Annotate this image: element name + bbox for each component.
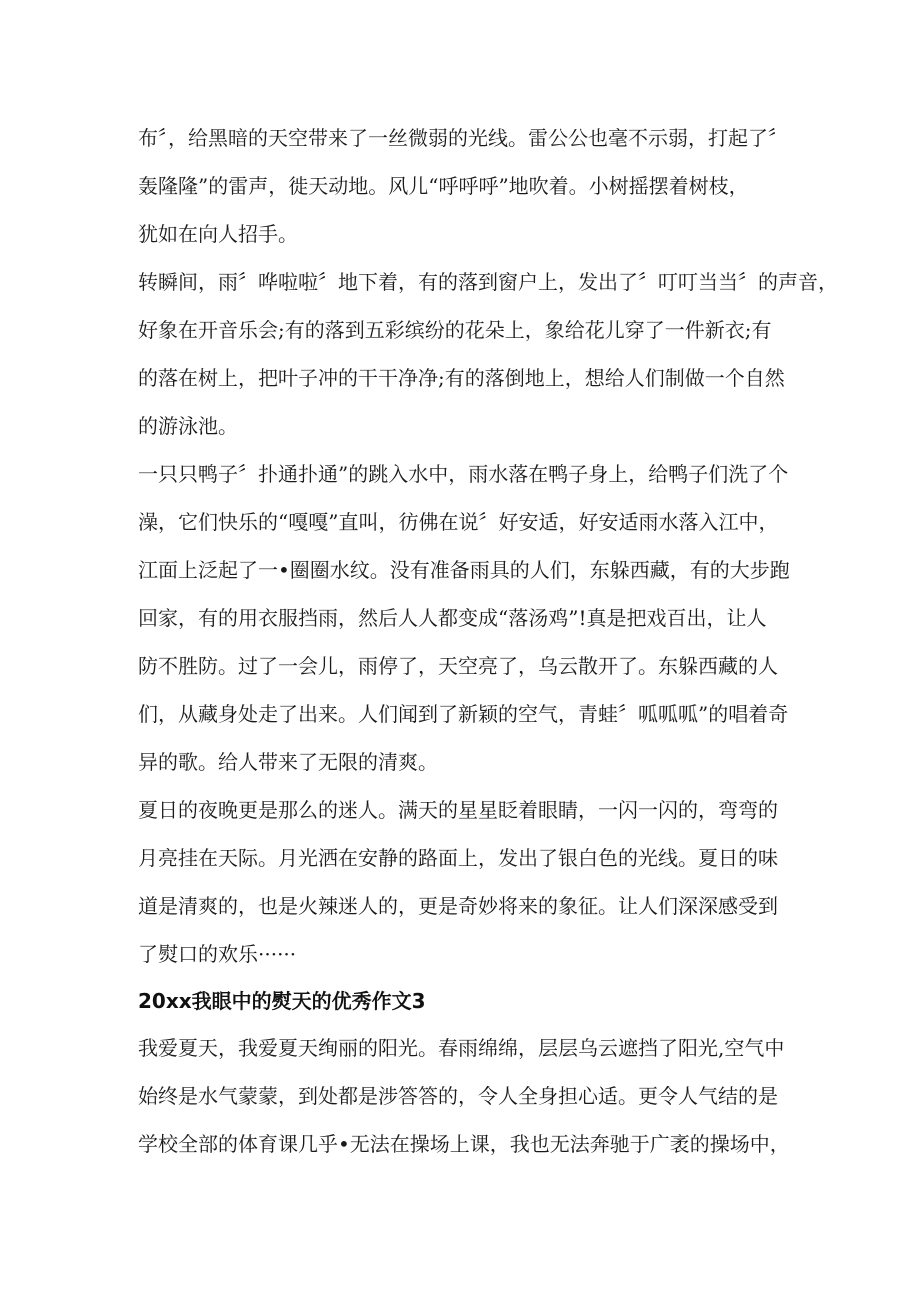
- text-line: 的落在树上，把叶子冲的干干净净;有的落倒地上，想给人们制做一个自然: [138, 366, 785, 390]
- text-line: 布〞，给黑暗的天空带来了一丝微弱的光线。雷公公也毫不示弱，打起了〞: [138, 126, 788, 150]
- paragraph-rain-falling: [138, 258, 838, 450]
- text-line: 月亮挂在天际。月光洒在安静的路面上，发出了银白色的光线。夏日的味: [138, 846, 778, 870]
- text-line: 犹如在向人招手。: [138, 222, 298, 246]
- text-line: 了熨口的欢乐······: [138, 942, 297, 966]
- text-line: 夏日的夜晚更是那么的迷人。满天的星星眨着眼睛，一闪一闪的，弯弯的: [138, 798, 778, 822]
- article-body: [138, 114, 838, 1168]
- paragraph-love-summer: [138, 1024, 788, 1168]
- text-line: 异的歌。给人带来了无限的清爽。: [138, 750, 438, 774]
- paragraph-summer-night: [138, 786, 788, 978]
- text-line: 的游泳池。: [138, 414, 238, 438]
- text-line: 们，从藏身处走了出来。人们闻到了新颖的空气，青蛙〞呱呱呱”的唱着奇: [138, 702, 789, 726]
- text-line: 回家，有的用衣服挡雨，然后人人都变成“落汤鸡”!真是把戏百出，让人: [138, 606, 767, 630]
- essay-heading: 20xx我眼中的熨天的优秀作文3: [138, 989, 426, 1013]
- paragraph-storm-start: [138, 114, 788, 258]
- text-line: 道是清爽的，也是火辣迷人的，更是奇妙将来的象征。让人们深深感受到: [138, 894, 778, 918]
- paragraph-ducks: [138, 450, 788, 786]
- text-line: 防不胜防。过了一会儿，雨停了，天空亮了，乌云散开了。东躲西藏的人: [138, 654, 778, 678]
- text-line: 我爱夏天，我爱夏天绚丽的阳光。春雨绵绵，层层乌云遮挡了阳光,空气中: [138, 1036, 785, 1060]
- text-line: 始终是水气蒙蒙，到处都是涉答答的，令人全身担心适。更令人气结的是: [138, 1084, 778, 1108]
- text-line: 轰隆隆”的雷声，徙天动地。风儿“呼呼呼”地吹着。小树摇摆着树枝，: [138, 174, 749, 198]
- text-line: 好象在开音乐会;有的落到五彩缤纷的花朵上，象给花儿穿了一件新衣;有: [138, 318, 772, 342]
- text-line: 澡，它们快乐的“嘎嘎”直叫，彷佛在说〞好安适，好安适雨水落入江中，: [138, 510, 779, 534]
- text-line: 江面上泛起了一•圈圈水纹。没有准备雨具的人们，东躲西藏，有的大步跑: [138, 558, 790, 582]
- text-line: 转瞬间，雨〞哗啦啦〞地下着，有的落到窗户上，发出了〞叮叮当当〞的声音，: [138, 270, 838, 294]
- text-line: 学校全部的体育课几乎•无法在操场上课，我也无法奔驰于广袤的操场中，: [138, 1132, 790, 1156]
- text-line: 一只只鸭子〞扑通扑通”的跳入水中，雨水落在鸭子身上，给鸭子们洗了个: [138, 462, 789, 486]
